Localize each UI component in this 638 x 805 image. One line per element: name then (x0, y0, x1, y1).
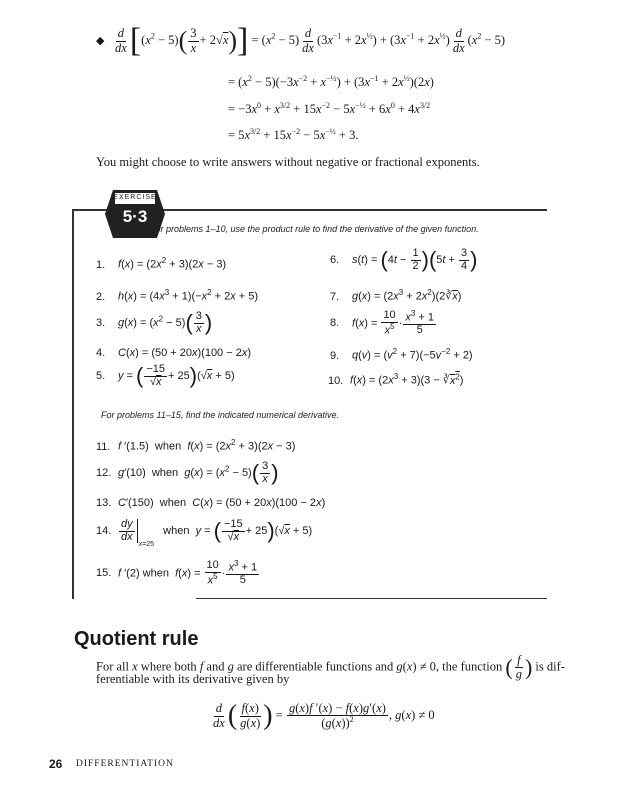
problem-13: 13. C′(150) when C(x) = (50 + 20x)(100 − 2x) (96, 497, 326, 509)
problem-8: 8. f(x) = $\frac{10}{x^5}$ · $\frac{x^3 + 1}{5}$ (330, 309, 434, 337)
exercise-instruction-1: For problems 1–10, use the product rule to find the derivative of the given function. (150, 224, 479, 234)
exercise-number: 5·3 (122, 207, 148, 226)
problem-11: 11. f ′(1.5) when $f(x) = (2x^2 + 3)(2x - 3)$ (96, 438, 296, 453)
exercise-side-rule (72, 209, 74, 599)
note-text: You might choose to write answers without negative or fractional exponents. (96, 155, 480, 169)
problem-5: 5. y = ( $\frac{-15}{√x}$ + 25)(√x + 5) (96, 362, 235, 388)
problem-12: 12. g′(10) when $g(x) = (x^2 - 5)$( $\frac{3}{x}$ ) (96, 459, 279, 485)
exercise-instruction-2: For problems 11–15, find the indicated numerical derivative. (101, 410, 339, 420)
bullet-icon: ◆ (96, 35, 105, 47)
quotient-text-line1: For all x where both f and g are differentiable functions and g(x) ≠ 0, the function ( $\frac{f}{g}$ ) is dif- (96, 653, 565, 682)
quotient-text-line2: ferentiable with its derivative given by (96, 672, 290, 686)
problem-10: 10. $f(x) = (2x^3 + 3)(3$ − $∛x^2$) (328, 372, 464, 387)
problem-1: 1. $f(x) = (2x^2 + 3)(2x - 3)$ (96, 256, 227, 271)
problem-6: 6. s(t) = (4t − $\frac{1}{2}$ )(5t + $\frac{3}{4}$ ) (330, 246, 478, 272)
page-number: 26 (49, 757, 63, 771)
quotient-formula: $\frac{d}{dx}$ ( $\frac{f(x)}{g(x)}$ ) = $\frac{g(x)f '(x) - f(x)g'(x)}{(g(x))^2}$ , g(x) ≠ 0 (213, 700, 435, 731)
problem-4: 4. C(x) = (50 + 20x)(100 − 2x) (96, 347, 252, 359)
problem-14: 14. $\frac{dy}{dx}$ $_{x=25}$ when y = ( $\frac{-15}{√x}$ + 25)(√x + 5) (96, 517, 313, 548)
problem-2: 2. $h(x) = (4x^3 + 1)(-x^2 + 2x + 5)$ (96, 288, 259, 303)
problem-3: 3. $g(x) = (x^2 - 5)$( $\frac{3}{x}$ ) (96, 309, 213, 335)
problem-9: 9. $q(v) = (v^2 + 7)(-5v^{-2} + 2)$ (330, 347, 473, 362)
worked-line-1: ◆ $\frac{d}{dx}$ [$(x^2 - 5)$( $\frac{3}{x}$ + $2√x)] = (x^2 - 5)$ $\frac{d}{dx}$ $(3x^{-1} + 2x^{\frac{1}{2}}) + (3x^{-1} + 2x^{\frac{1}{2}})$ $\frac{d}{dx}$ $(x^2 - 5)$ (96, 22, 506, 59)
exercise-bottom-rule (196, 598, 547, 599)
problem-7: 7. $g(x) = (2x^3$ + $2x^2)(2∛\overline{x})$ (330, 288, 462, 303)
section-name: DIFFERENTIATION (76, 759, 174, 769)
worked-line-2: = $(x^2 - 5)(-3x^{-2} + x^{-\frac{1}{2}}) + (3x^{-1} + 2x^{\frac{1}{2}})(2x)$ (228, 74, 434, 90)
worked-line-3: = $-3x^0 + x^{3/2} + 15x^{-2} - 5x^{-\frac{1}{2}} + 6x^0 + 4x^{3/2}$ (228, 101, 431, 117)
quotient-heading: Quotient rule (74, 628, 199, 650)
problem-15: 15. f ′(2) when f(x) = $\frac{10}{x^5}$ · $\frac{x^3 + 1}{5}$ (96, 559, 258, 587)
exercise-label: EXERCISE (113, 194, 157, 201)
worked-line-4: = $5x^{3/2} + 15x^{-2} - 5x^{-\frac{1}{2}} + 3$. (228, 127, 359, 143)
